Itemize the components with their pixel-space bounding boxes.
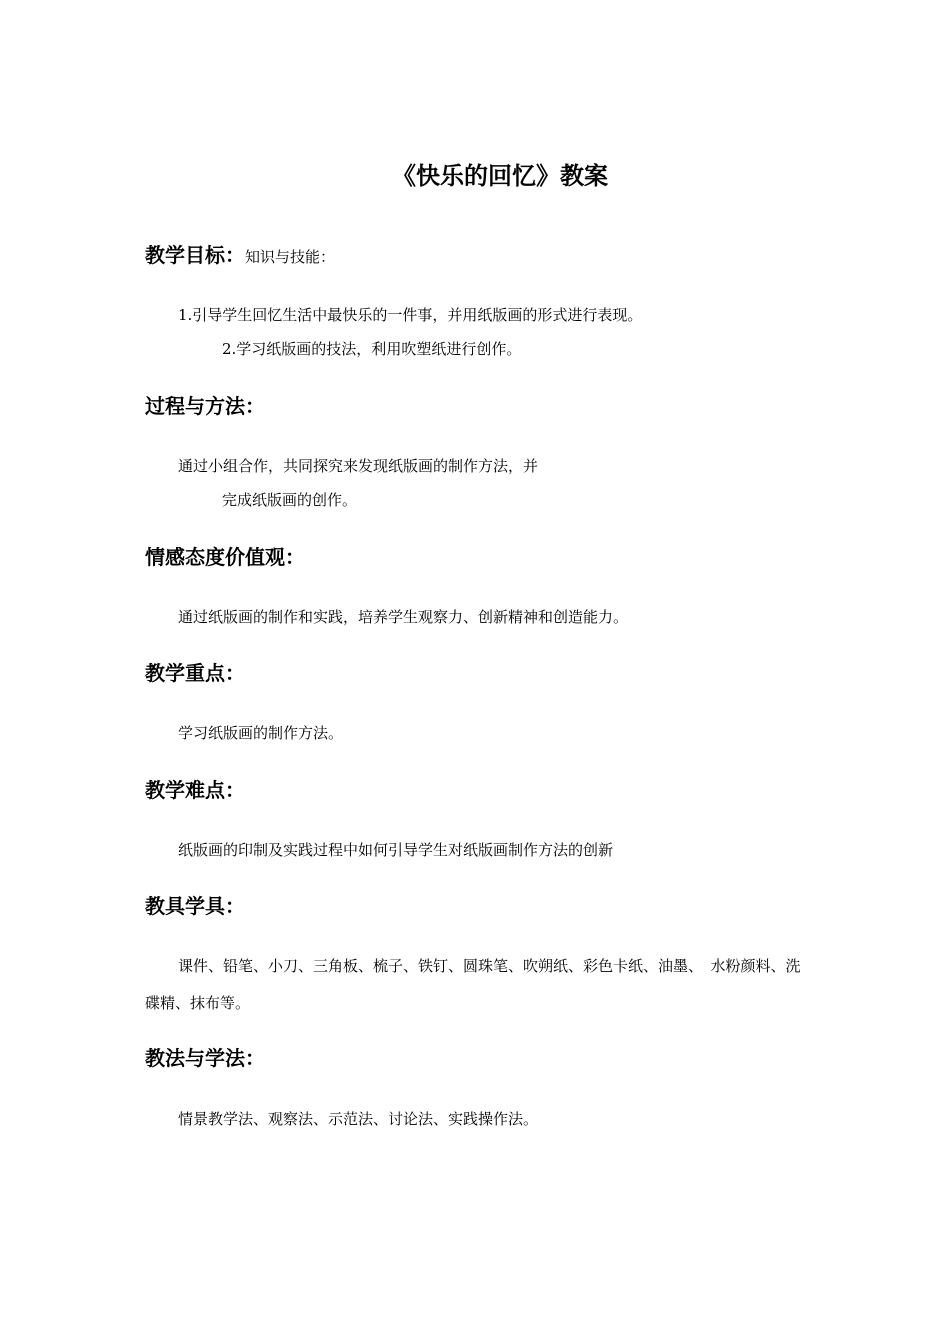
heading-objectives-label: 教学目标：	[145, 243, 245, 267]
heading-process: 过程与方法：	[145, 394, 265, 418]
objectives-line-1: 1.引导学生回忆生活中最快乐的一件事，并用纸版画的形式进行表现。	[178, 306, 643, 324]
heading-values: 情感态度价值观：	[145, 545, 305, 569]
tools-line-1: 课件、铅笔、小刀、三角板、梳子、铁钉、圆珠笔、吹朔纸、彩色卡纸、油墨、 水粉颜料、洗	[178, 957, 801, 975]
heading-objectives	[145, 240, 335, 272]
heading-difficulties: 教学难点：	[145, 778, 245, 802]
key-points-line-1: 学习纸版画的制作方法。	[178, 724, 344, 742]
heading-tools: 教具学具：	[145, 894, 245, 918]
values-line-1: 通过纸版画的制作和实践，培养学生观察力、创新精神和创造能力。	[178, 608, 629, 626]
process-line-1: 通过小组合作，共同探究来发现纸版画的制作方法，并	[178, 457, 539, 475]
difficulties-line-1: 纸版画的印制及实践过程中如何引导学生对纸版画制作方法的创新	[178, 841, 614, 859]
methods-line-1: 情景教学法、观察法、示范法、讨论法、实践操作法。	[178, 1110, 539, 1128]
document-title: 《快乐的回忆》教案	[392, 162, 608, 190]
heading-key-points: 教学重点：	[145, 661, 245, 685]
tools-line-2: 碟精、抹布等。	[145, 994, 251, 1012]
objectives-line-2: 2.学习纸版画的技法，利用吹塑纸进行创作。	[222, 340, 522, 358]
heading-objectives-inline: 知识与技能：	[245, 248, 336, 266]
heading-methods: 教法与学法：	[145, 1046, 265, 1070]
process-line-2: 完成纸版画的创作。	[222, 491, 358, 509]
